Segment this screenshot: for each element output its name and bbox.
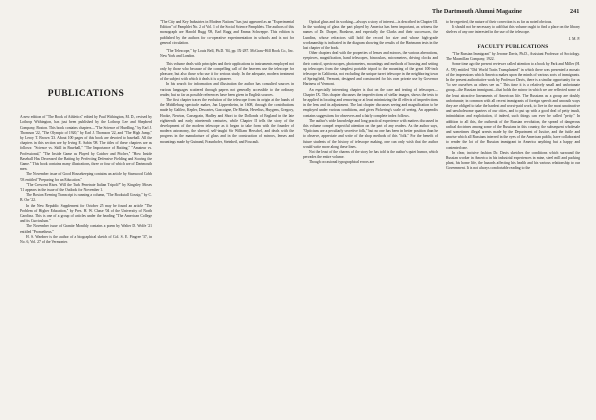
review-signature: J. M. P. (568, 36, 580, 41)
paragraph: "The Crescent Rises. Will the Turk Penetrate Italian Tripoli?" by Kingsley Moses '11 appears in the issue of the Outlook for November 1. (20, 182, 152, 193)
book-citation: "The Russian Immigrant" by Jerome Davis, Ph.D., Assistant Professor of Sociology. The Macmillan Company, 1922. (446, 52, 580, 62)
paragraph: H. S. Wardner is the author of a biographical sketch of Col. S. E. Pingree '37, in No. 6, Vol. 27 of the Vermonter. (20, 234, 152, 245)
paragraph: Other chapters deal with the properties of lenses and mirrors, the various aberrations, eyepieces, magnification, hand telescopes, binoculars, micrometers, driving clocks and their control, spectroscopes, photometers, mountings and methods of housing and setting up telescopes from the simplest portable tripod to the mounting of the great 100-inch telescope in California, not excluding the unique turret telescope in the neighboring town of Springfield, Vermont, designed and constructed for his own private use by Governor Hartness of Vermont. (303, 51, 438, 87)
paragraph: The Boston Evening Transcript is running a column, "The Bookstall Gossip," by C. B. Orr '22. (20, 193, 152, 203)
paragraph: A new edition of "The Book of Athletics" edited by Paul Withington, M. D., revised by Lothrop Withington, has just been published by the Lothrop Lee and Shepherd Company, Boston. This book contains chapters—"The Science of Hurdling," by Earl J. Thomson '22, "The Olympic of 1920," by Earl J. Thomson '22, and "The High Jump," by Leroy T. Brown '23. About 100 pages of this book are devoted to baseball. All the chapters in this section are by Irving E. Sabin '08. The titles of these chapters are as follows: "Science vs. Skill in Baseball," "The Importance of Batting," "Amateur vs. Professional," "The Inside Game as Played by Catcher and Pitcher," "How Inside Baseball Has Decreased the Batting by Perfecting Defensive Fielding and Scoring the Game." This book contains many illustrations, three or four of which are of Dartmouth men. (20, 115, 152, 172)
paragraph: Optical glass and its working—always a story of interest—is described in Chapter III. In the working of glass the part played by America has been important, as witness the names of Dr. Draper, Brashear, and especially the Clarks and their successors, the Lundins, whose refractors still hold the record for size and whose high-grade workmanship is indicated in the diagram showing the results of the Hartmann tests in the last chapter of the book. (303, 20, 438, 51)
paragraph: The November issue of Good Housekeeping contains an article by Stanwood Cobb '03 entitled "Preparing for an Education." (20, 172, 152, 182)
paragraph: This volume deals with principles and their applications to instruments employed not only by those who because of the compelling call of the heavens use the telescope for pleasure, but also those who use it for serious study. In the adequate, modern treatment of the subject with which it deals it is a pioneer. (160, 61, 294, 82)
paragraph: It should not be necessary to add that this volume ought to find a place on the library shelves of any one interested in the use of the telescope. (446, 25, 580, 35)
paragraph: "The City and Key Industries in Modern Nations" has just appeared as an "Experimental Edition" of Pamphlet No. 2 of Vol. 1 of the Social Science Pamphlets. The authors of this monograph are Harold Rugg '08, Earl Rugg and Emma Schweppe. This edition is published by the authors for co-operative experimentation in schools and is not for general circulation. (160, 20, 294, 45)
paragraph: Not the least of the charms of the story he has told is the author's quiet humor, which pervades the entire volume. (303, 150, 438, 160)
paragraph: In the New Republic Supplement for October 25 may be found an article "The Problem of Higher Education," by Pres. H. W. Chase '04 of the University of North Carolina. This is one of a group of articles under the heading "The American College and its Curriculum." (20, 203, 152, 224)
paragraph: The author's wide knowledge and long practical experience with matters discussed in this volume compel respectful attention on the part of any readers. As the author says, "Opticians are a peculiarly secretive folk," but no one has been in better position than he to observe, appreciate and write of the shop methods of this "folk." For the benefit of future students of the history of telescope making, one can only wish that the author would write more along these lines. (303, 118, 438, 149)
running-header-title: The Dartmouth Alumni Magazine (432, 8, 522, 15)
paragraph: Though occasional typographical errors are (309, 160, 375, 165)
book-citation: "The Telescope," by Louis Bell, Ph.D. '84, pp. IX-287. McGraw-Hill Book Co., Inc. New York and London. (160, 48, 294, 58)
column-3 (303, 20, 438, 412)
column-2 (160, 20, 294, 412)
paragraph: The first chapter traces the evolution of the telescope from its origin at the hands of the Middleburg spectacle maker, Jan Lippersheim, in 1608, through the contributions made by Galileo, Kepler, Descartes, Gascoigne, De Rheita, Hevelius, Huygens, Gregory, Hooke, Newton, Cassegrain, Hadley and Short to the Dollonds of England in the late eighteenth and early nineteenth centuries, while Chapter II tells the story of the development of the modern telescope as it began to take form with the founder of modern astronomy, the shrewd, self-taught Sir William Herschel, and deals with the progress in the manufacture of glass and in the construction of mirrors, lenses and mountings made by Guinand, Fraunhofer, Steinheil, and Foucault. (160, 98, 294, 144)
section-heading-faculty-publications: FACULTY PUBLICATIONS (477, 43, 549, 50)
page-number: 241 (570, 8, 580, 15)
column-4 (446, 20, 580, 412)
paragraph: Some time ago the present reviewer called attention to a book by Park and Miller (H. A. '09) entitled "Old World Traits Transplanted" in which there was presented a mosaic of the impressions which America makes upon the minds of various sorts of immigrants. In the present authoritative work by Professor Davis, there is a similar opportunity for us "to see ourselves as others see us." This time it is a relatively small and unfortunate group—the Russian immigrant—that holds the mirror in which we are reflected some of the least attractive lineaments of American life. The Russians as a group are doubly unfortunate; in common with all recent immigrants of foreign speech and uncouth ways they are obliged to take the hardest and worst-paid work, to live in the most unattractive and unwholesome quarters of our cities, and to put up with a good deal of petty insult, intimidation and exploitation, if indeed, such things can ever be called "petty." In addition to all this, the outbreak of the Russian revolution, the spread of dangerous radical doctrines among some of the Russians in this country, the subsequent wholesale and sometimes illegal arrests made by the Department of Justice, and the futile and unwise which all Russians interred in the eyes of the American public, have collaborated to render the lot of the Russian immigrant in America anything but a happy and contented one. (446, 62, 580, 150)
paragraph: to be regretted, the nature of their correction is as far as noted obvious. (446, 20, 553, 24)
paragraph: In clear, incisive fashion Dr. Davis sketches the conditions which surround the Russian worker in America in his industrial experiences in mine, steel mill and packing plant, his home life, the hazards affecting his health and his various relationship to our Government. It is not always comfortable reading to the (446, 150, 580, 171)
paragraph: The November issue of Granite Monthly contains a poem by Walter D. Wolfe '21 entitled "Prometheus." (20, 224, 152, 234)
paragraph: An especially interesting chapter is that on the care and testing of telescopes—Chapter IX. This chapter discusses the imperfections of stellar images, shows the tests to be applied in locating and removing or at least minimizing the ill effects of imperfections in the lens and its adjustment. The last chapter discusses seeing and magnification to be employed under various conditions, and gives Pickering's scale of seeing. An appendix contains suggestions for observers and a fairly complete index follows. (303, 87, 438, 118)
section-heading-publications: PUBLICATIONS (47, 89, 125, 99)
column-1 (20, 20, 152, 412)
paragraph: In his search for information and illustration the author has consulted sources in various languages scattered through papers not generally accessible to the ordinary reader, but so far as possible references have been given in English sources. (160, 82, 294, 97)
